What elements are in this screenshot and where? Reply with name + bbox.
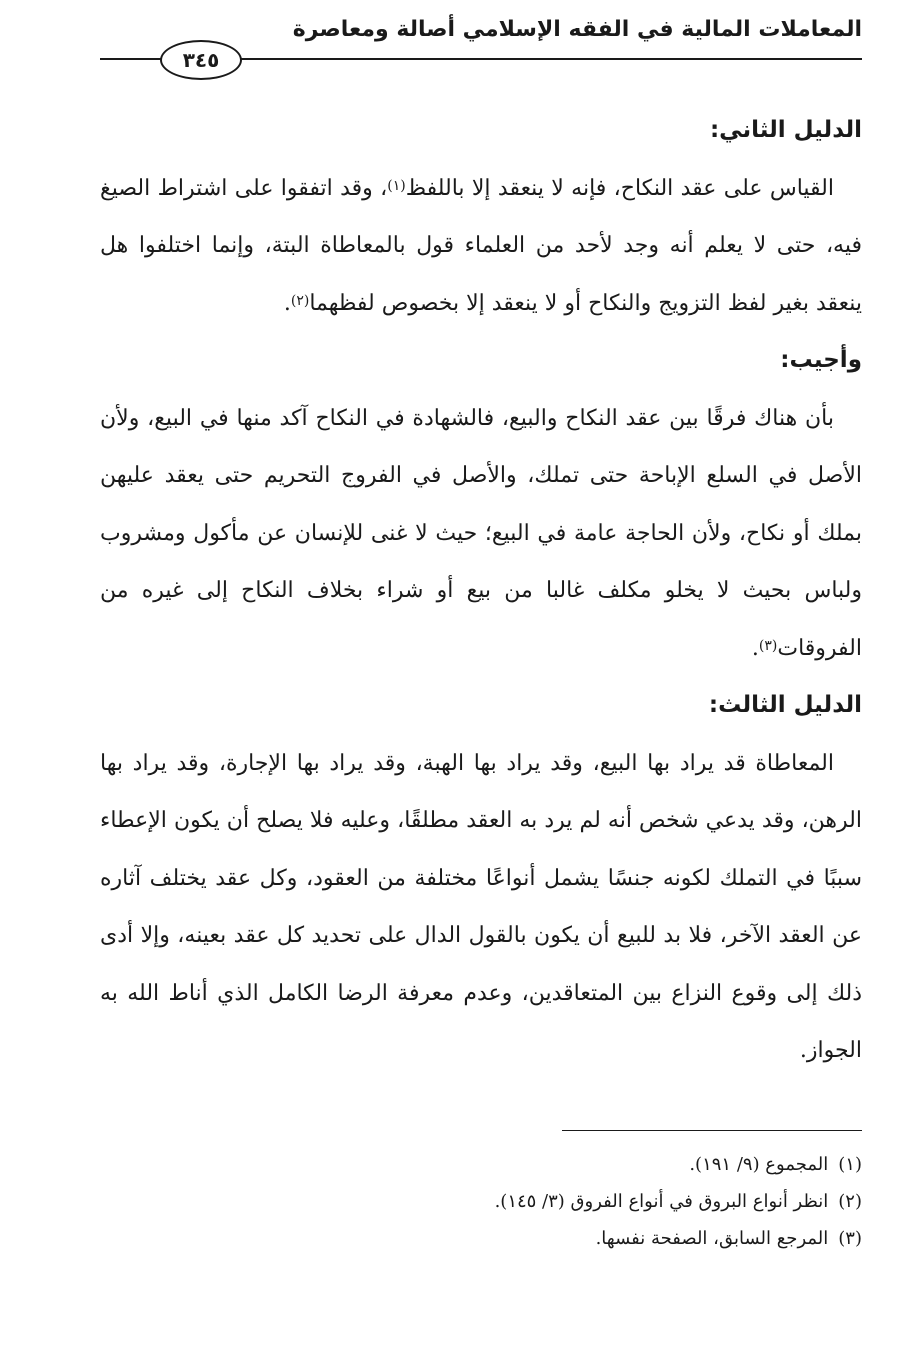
footnote-number: (٢) [838, 1191, 862, 1212]
footnote-number: (٣) [838, 1228, 862, 1249]
paragraph-third-evidence: المعاطاة قد يراد بها البيع، وقد يراد بها الهبة، وقد يراد بها الإجارة، وقد يراد بها الرهن، وقد يدعي شخص أنه لم يرد به العقد مطلقًا، وعليه فلا يصلح أن يكون الإعطاء سببًا في التملك لكونه جنسًا يشمل أنواعًا مختلفة من العقود، وكل عقد يختلف آثاره عن العقد الآخر، فلا بد للبيع أن يكون بالقول الدال على تحديد كل عقد بعينه، وإلا أدى ذلك إلى وقوع النزاع بين المتعاقدين، وعدم معرفة الرضا الكامل الذي أناط الله به الجواز. [100, 750, 862, 1063]
paragraph-response [100, 390, 862, 678]
paragraph-analogy-marriage [100, 160, 862, 333]
page-number: ٣٤٥ [160, 40, 242, 80]
footnote-item [100, 1183, 862, 1220]
footnote-number: (١) [838, 1154, 862, 1175]
paragraph-text: بأن هناك فرقًا بين عقد النكاح والبيع، فالشهادة في النكاح آكد منها في البيع، ولأن الأصل في السلع الإباحة حتى تملك، والأصل في الفروج التحريم حتى يعقد عليهن بملك أو نكاح، ولأن الحاجة عامة في البيع؛ حيث لا غنى للإنسان عن مأكول ومشروب ولباس بحيث لا يخلو مكلف غالبا من بيع أو شراء بخلاف النكاح إلى غيره من الفروقات [100, 405, 863, 661]
paragraph-text: . [283, 290, 291, 316]
section-heading-response: وأجيب: [780, 347, 862, 373]
section-heading-third-evidence: الدليل الثالث: [708, 692, 862, 718]
running-title: المعاملات المالية في الفقه الإسلامي أصالة ومعاصرة [292, 17, 862, 42]
paragraph-text: القياس على عقد النكاح، فإنه لا ينعقد إلا باللفظ [405, 175, 834, 201]
footnote-ref-2[interactable]: (٢) [290, 292, 310, 309]
paragraph-text: ، وقد اتفقوا على اشتراط الصيغ فيه، حتى لا يعلم أنه وجد لأحد من العلماء قول بالمعاطاة البتة، وإنما اختلفوا هل ينعقد بغير لفظ التزويج والنكاح أو لا ينعقد إلا بخصوص لفظهما [100, 175, 862, 316]
paragraph-text: . [751, 635, 759, 661]
footnote-item [100, 1220, 862, 1257]
footnote-text: انظر أنواع البروق في أنواع الفروق (٣/ ١٤٥). [494, 1191, 829, 1212]
section-heading-second-evidence: الدليل الثاني: [709, 117, 862, 143]
footnote-separator [562, 1130, 862, 1131]
footnote-item [100, 1146, 862, 1183]
footnote-text: المرجع السابق، الصفحة نفسها. [595, 1228, 829, 1249]
footnote-ref-3[interactable]: (٣) [758, 637, 778, 654]
footnotes [100, 1146, 862, 1257]
main-text [100, 102, 862, 1080]
footnote-ref-1[interactable]: (١) [387, 177, 406, 194]
footnote-text: المجموع (٩/ ١٩١). [689, 1154, 829, 1175]
